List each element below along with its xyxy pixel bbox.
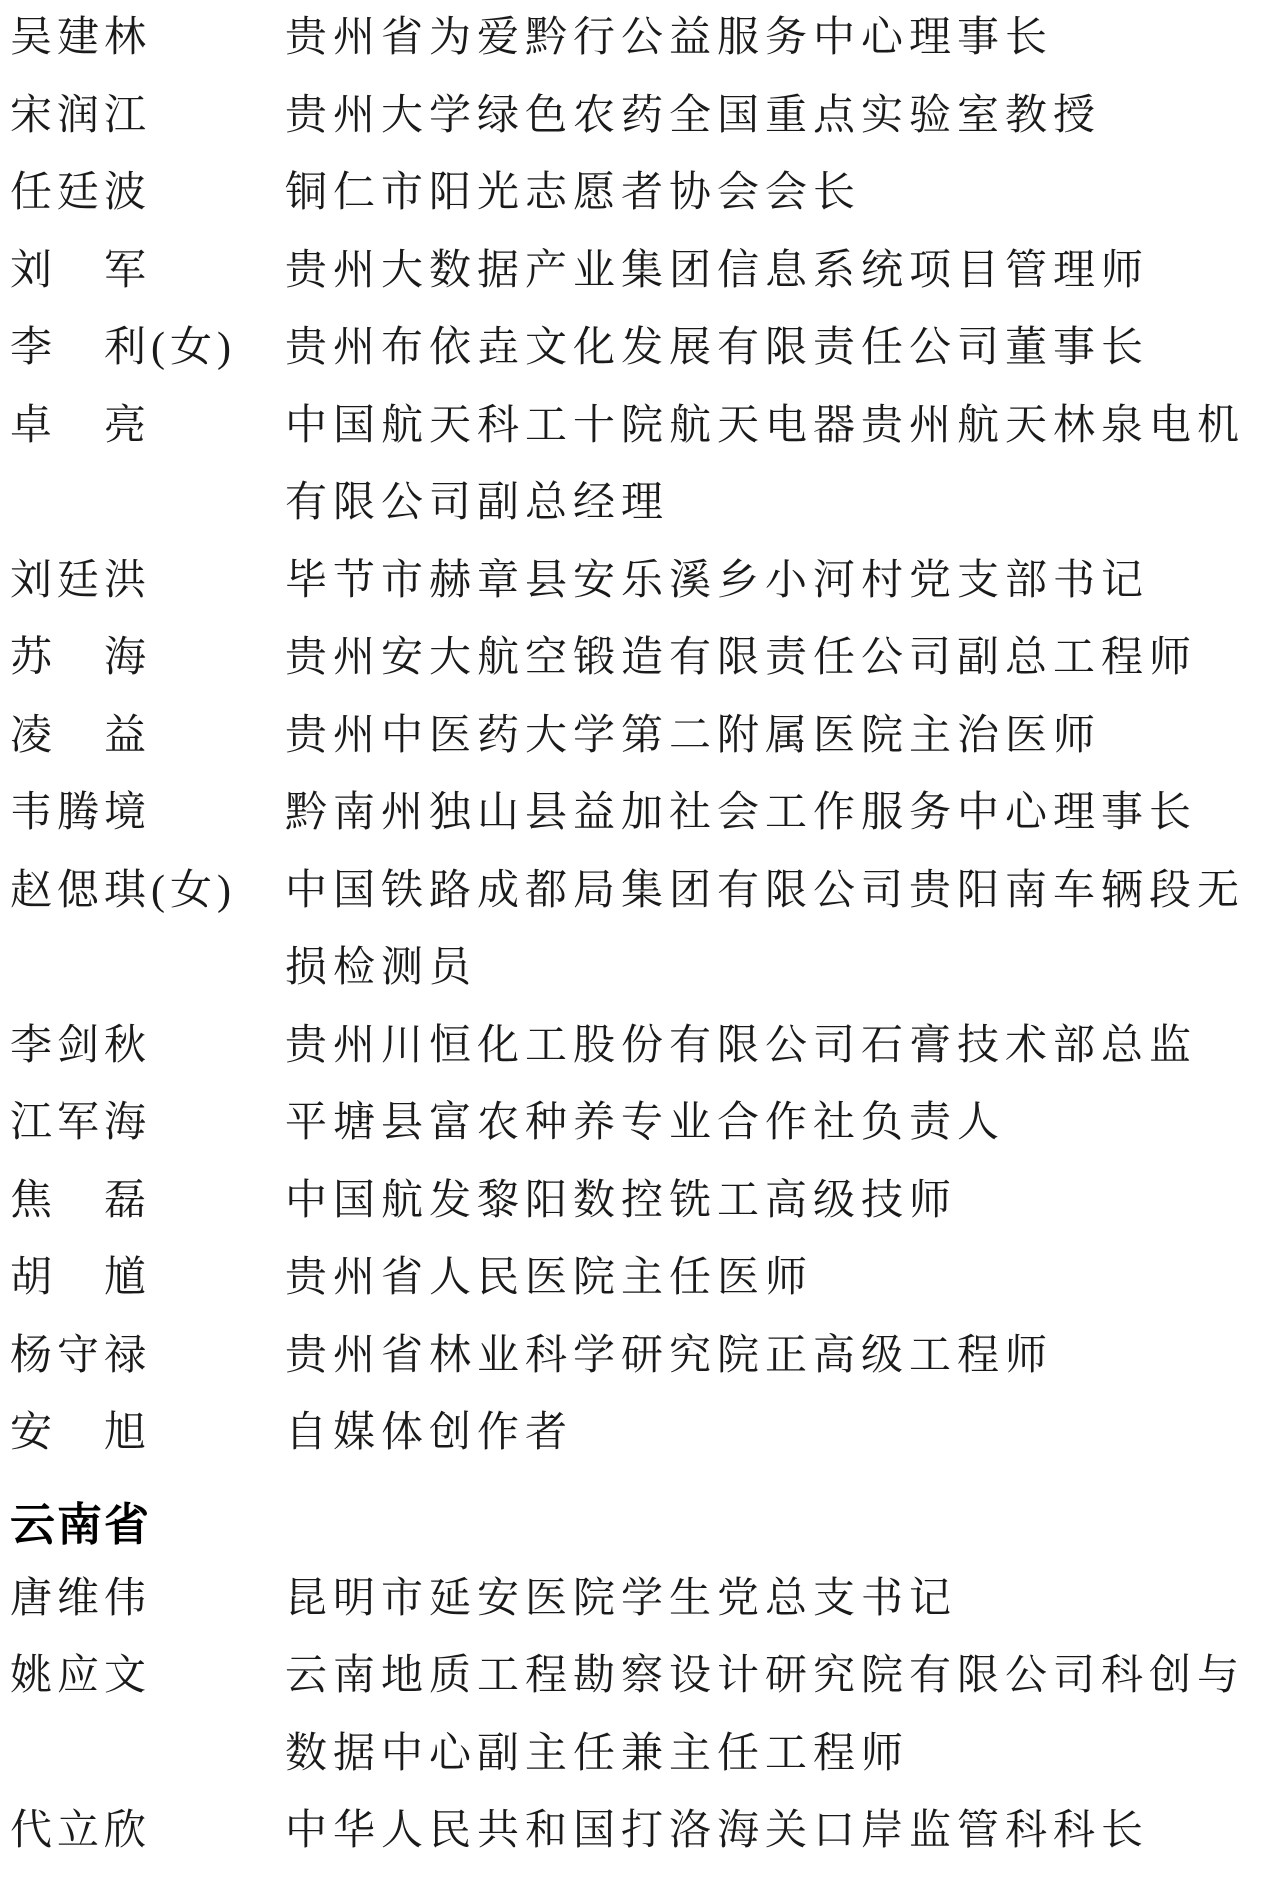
list-item	[10, 1395, 1270, 1473]
person-title	[285, 1395, 1270, 1473]
person-title-line: 贵州大学绿色农药全国重点实验室教授	[285, 92, 1102, 139]
list-item	[10, 775, 1270, 853]
list-item	[10, 698, 1270, 776]
person-title-line: 昆明市延安医院学生党总支书记	[285, 1575, 958, 1622]
person-title-line: 贵州大数据产业集团信息系统项目管理师	[285, 247, 1150, 294]
person-title-line: 自媒体创作者	[285, 1410, 574, 1456]
list-item	[10, 620, 1270, 698]
person-title-line: 黔南州独山县益加社会工作服务中心理事长	[285, 790, 1198, 836]
person-name: 宋润江	[10, 92, 152, 139]
sections-container	[10, 0, 1270, 1871]
person-name: 李 利(女)	[10, 325, 236, 371]
person-name: 苏 海	[10, 635, 152, 681]
person-title	[285, 233, 1270, 311]
person-name: 姚应文	[10, 1653, 152, 1699]
person-name: 刘 军	[10, 247, 152, 294]
person-name: 卓 亮	[10, 402, 152, 449]
person-title-line: 贵州中医药大学第二附属医院主治医师	[285, 712, 1102, 759]
list-item	[10, 1793, 1270, 1871]
person-title-line: 贵州川恒化工股份有限公司石膏技术部总监	[285, 1022, 1198, 1069]
person-name: 胡 馗	[10, 1255, 152, 1301]
list-item	[10, 78, 1270, 156]
person-name: 江军海	[10, 1100, 152, 1146]
person-name: 任廷波	[10, 170, 152, 216]
person-title-line: 云南地质工程勘察设计研究院有限公司科创与	[285, 1653, 1246, 1699]
person-title-line: 平塘县富农种养专业合作社负责人	[285, 1100, 1006, 1146]
person-title-line: 贵州布依垚文化发展有限责任公司董事长	[285, 325, 1150, 371]
person-title	[285, 155, 1270, 233]
person-title	[285, 698, 1270, 776]
person-title-line: 贵州安大航空锻造有限责任公司副总工程师	[285, 635, 1198, 681]
list-item	[10, 853, 1270, 1008]
person-title-line: 贵州省人民医院主任医师	[285, 1255, 814, 1301]
province-header: 云南省	[10, 1498, 152, 1550]
person-title	[285, 310, 1270, 388]
person-title-line: 铜仁市阳光志愿者协会会长	[285, 170, 862, 216]
person-title	[285, 1793, 1270, 1871]
list-item	[10, 543, 1270, 621]
province-section	[10, 1495, 1270, 1871]
person-name: 李剑秋	[10, 1022, 152, 1069]
person-title	[285, 0, 1270, 78]
list-item	[10, 310, 1270, 388]
list-item	[10, 1085, 1270, 1163]
person-title	[285, 1163, 1270, 1241]
person-title	[285, 1240, 1270, 1318]
person-name: 吴建林	[10, 15, 152, 61]
entries-list	[10, 0, 1270, 1473]
person-title	[285, 1085, 1270, 1163]
person-title	[285, 78, 1270, 156]
person-title-line: 毕节市赫章县安乐溪乡小河村党支部书记	[285, 557, 1150, 604]
person-title-line: 中国航发黎阳数控铣工高级技师	[285, 1177, 958, 1224]
person-title-line: 贵州省为爱黔行公益服务中心理事长	[285, 15, 1054, 61]
list-item	[10, 1008, 1270, 1086]
person-name: 杨守禄	[10, 1332, 152, 1379]
list-item	[10, 1561, 1270, 1639]
person-title	[285, 1638, 1270, 1793]
list-item	[10, 233, 1270, 311]
person-name: 凌 益	[10, 712, 152, 759]
person-title-line: 损检测员	[285, 945, 478, 991]
person-title	[285, 620, 1270, 698]
person-title-line: 贵州省林业科学研究院正高级工程师	[285, 1332, 1054, 1379]
list-item	[10, 1638, 1270, 1793]
person-title	[285, 388, 1270, 543]
person-title-line: 数据中心副主任兼主任工程师	[285, 1730, 910, 1777]
person-title-line: 有限公司副总经理	[285, 480, 670, 526]
person-name: 赵偲琪(女)	[10, 867, 236, 914]
person-title	[285, 543, 1270, 621]
person-title	[285, 853, 1270, 1008]
person-name: 刘廷洪	[10, 557, 152, 604]
list-item	[10, 388, 1270, 543]
list-item	[10, 1240, 1270, 1318]
person-name: 代立欣	[10, 1808, 152, 1854]
person-title-line: 中华人民共和国打洛海关口岸监管科科长	[285, 1808, 1150, 1854]
person-title-line: 中国航天科工十院航天电器贵州航天林泉电机	[285, 402, 1246, 449]
person-title	[285, 1318, 1270, 1396]
person-name: 焦 磊	[10, 1177, 152, 1224]
list-item	[10, 155, 1270, 233]
province-section	[10, 0, 1270, 1473]
person-name: 唐维伟	[10, 1575, 152, 1622]
list-item	[10, 1163, 1270, 1241]
entries-list	[10, 1561, 1270, 1871]
person-title-line: 中国铁路成都局集团有限公司贵阳南车辆段无	[285, 867, 1246, 914]
person-name: 韦腾境	[10, 790, 152, 836]
person-title	[285, 1008, 1270, 1086]
person-title	[285, 775, 1270, 853]
person-name: 安 旭	[10, 1410, 152, 1456]
list-item	[10, 0, 1270, 78]
list-item	[10, 1318, 1270, 1396]
person-title	[285, 1561, 1270, 1639]
